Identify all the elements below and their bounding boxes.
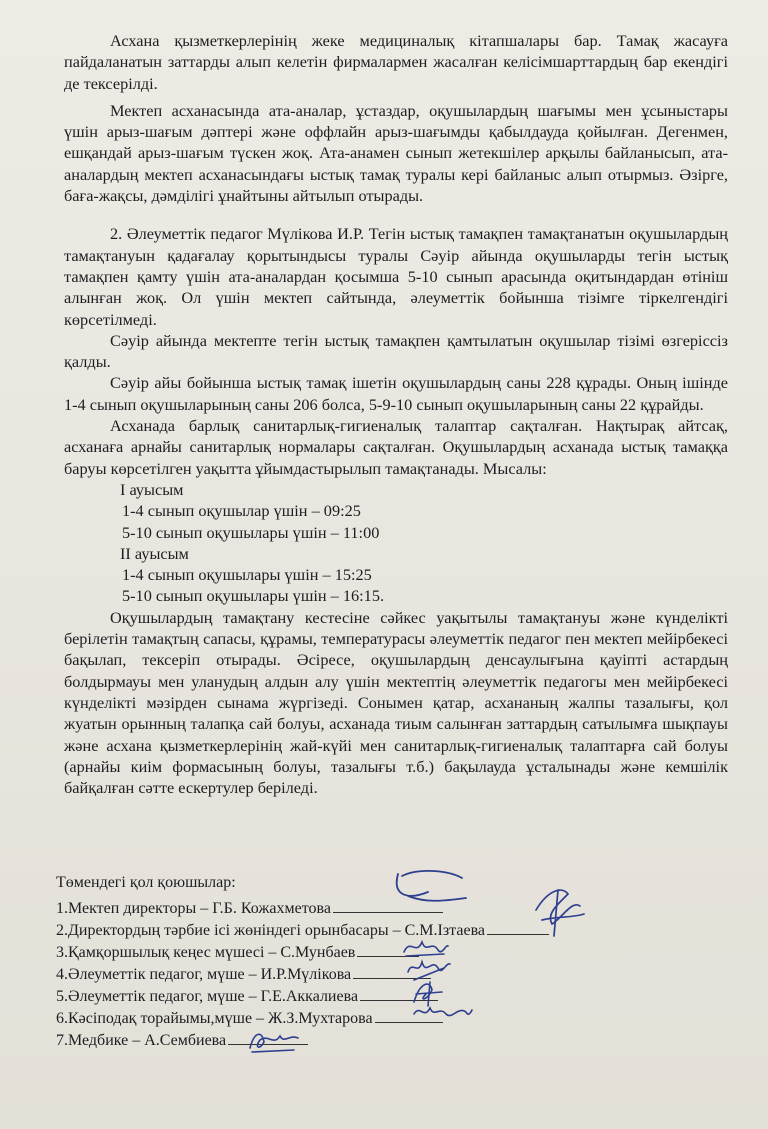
signature-underline [228,1028,308,1045]
paragraph-sanitary: Асханада барлық санитарлық-гигиеналық талаптар сақталған. Нақтырақ айтсақ, асханаға арнайы санитарлық нормалары сақталған. Оқушылардың асханада ыстық тамаққа баруы көрсетілген уақытта ұйымдастырылып тамақтанады. Мысалы: [64,416,728,478]
signature-underline [375,1006,443,1023]
signature-underline [353,962,431,979]
signature-underline [487,918,549,935]
signatory-name: 6.Кәсіподақ торайымы,мүше – Ж.З.Мухтарова [56,1010,373,1027]
schedule-shift-2: ІІ ауысым [120,543,189,563]
paragraph-monitoring: Оқушылардың тамақтану кестесіне сәйкес уақытылы тамақтануы және күнделікті берілетін тамақтың сапасы, құрамы, температурасы әлеуметтік педагог пен мектеп мейірбекесі бақылап, тексеріп отырады. Әсіресе, оқушылардың денсаулығына қауіпті астардың болдырмауы мен уланудың алдын алу үшін мектептің әлеуметтік педагогы мен мейірбекесі күнделікті мәзірден сынама жүргізеді. Сонымен қатар, асхананың жалпы тазалығы, қол жуатын орынның талапқа сай болуы, асханада тиым салынған заттардың сатылымға шықпауы және асхана қызметкерлерінің жай-күйі мен санитарлық-гигиеналық талаптарға сай болуы (арнайы киім формасының болуы, тазалығы т.б.) бақылауда ұсталынады және кемшілік байқалған сәтте ескертулер беріледі. [64,607,728,798]
schedule-row: 5-10 сынып оқушылары үшін – 16:15. [122,586,385,606]
schedule-row: 5-10 сынып оқушылары үшін – 11:00 [122,522,380,542]
paragraph-free-meals-list: Сәуір айында мектепте тегін ыстық тамақпен қамтылатын оқушылар тізімі өзгеріссіз қалды. [64,330,728,372]
signatory-name: 5.Әлеуметтік педагог, мүше – Г.Е.Аккалиева [56,988,359,1005]
signatory-line [56,896,696,918]
paragraph-student-count: Сәуір айы бойынша ыстық тамақ ішетін оқушылардың саны 228 құрады. Оның ішінде 1-4 сынып оқушыларының саны 206 болса, 5-9-10 сынып оқушыларының саны 22 құрайды. [64,373,728,414]
meal-schedule [120,479,728,607]
signatory-line [56,984,696,1006]
schedule-row: 1-4 сынып оқушылар үшін – 09:25 [122,501,361,521]
paragraph-social-pedagogue: 2. Әлеуметтік педагог Мүлікова И.Р. Тегін ыстық тамақпен тамақтанатын оқушылардың тамақтануын қадағалау қорытындысы туралы Сәуір айында оқушыларды тегін ыстық тамақпен қамту үшін ата-аналардан қосымша 5-10 сынып арасында оқитындардан өтініш алынған жоқ. Ол үшін мектеп сайтында, әлеуметтік бойынша тізімге тіркелгендігі көрсетілмеді. [64,224,728,329]
signatory-name: 2.Директордың тәрбие ісі жөніндегі орынбасары – С.М.Ізтаева [56,922,486,939]
signatory-name: 3.Қамқоршылық кеңес мүшесі – С.Мунбаев [56,944,356,961]
signatory-line [56,1006,696,1028]
signature-underline [333,896,443,913]
schedule-shift-1: І ауысым [120,479,184,499]
signatories-title: Төмендегі қол қоюшылар: [56,874,236,891]
signatory-line [56,1028,696,1050]
signatory-name: 7.Медбике – А.Сембиева [56,1032,227,1049]
signatory-line [56,940,696,962]
signature-underline [360,984,438,1001]
signatory-line [56,962,696,984]
signatory-name: 4.Әлеуметтік педагог, мүше – И.Р.Мүлікова [56,966,352,983]
paragraph-canteen-staff: Асхана қызметкерлерінің жеке медициналық кітапшалары бар. Тамақ жасауға пайдаланатын заттарды алып келетін фирмалармен жасалған келісімшарттардың бар екендігі де тексерілді. [64,31,728,93]
signatories [56,872,696,1050]
signatory-line [56,918,696,940]
schedule-row: 1-4 сынып оқушылары үшін – 15:25 [122,565,372,585]
signatory-name: 1.Мектеп директоры – Г.Б. Кожахметова [56,900,331,917]
paragraph-complaints: Мектеп асханасында ата-аналар, ұстаздар, оқушылардың шағымы мен ұсыныстары үшін арыз-шағым дәптері және оффлайн арыз-шағымды қабылдауда қойылған. Дегенмен, ешқандай арыз-шағым түскен жоқ. Ата-анамен сынып жетекшілер арқылы байланысып, ата-аналардың мектеп асханасындағы ыстық тамақ туралы кері байланыс алып отырмыз. Әзірге, баға-жақсы, дәмділігі ұнайтыны айтылып отырады. [64,100,728,206]
signature-underline [357,940,419,957]
